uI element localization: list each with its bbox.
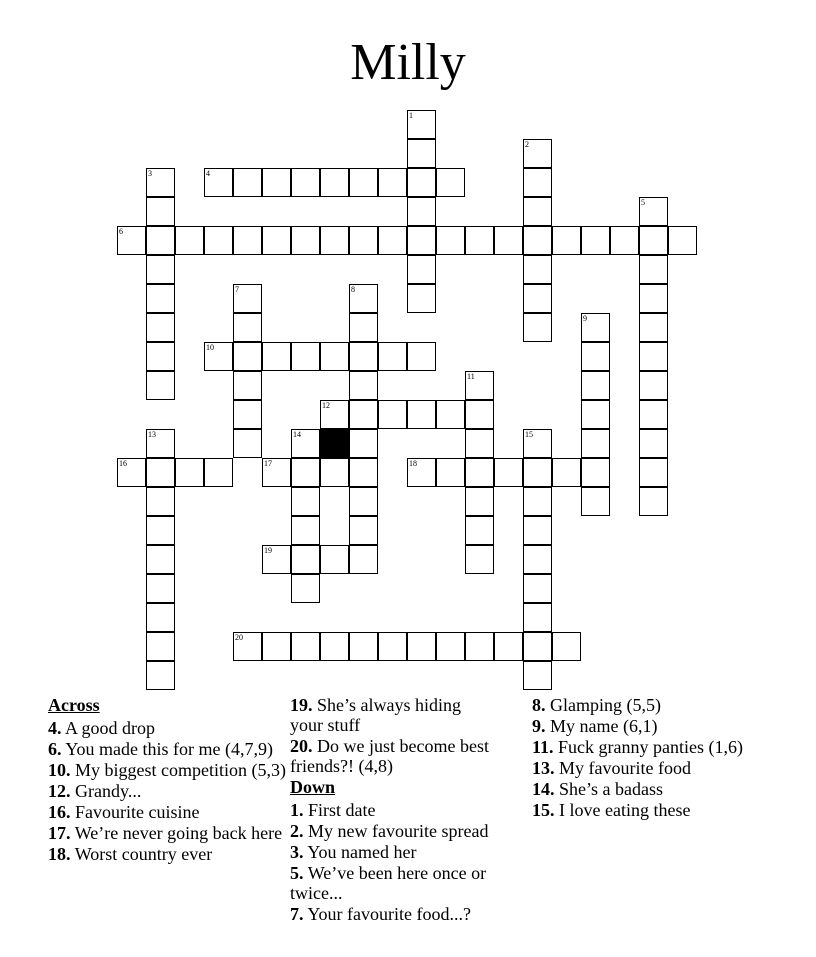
grid-cell[interactable] — [523, 487, 552, 516]
clue-across-4[interactable]: 4. A good drop — [48, 718, 156, 738]
clue-number: 3 — [148, 169, 152, 178]
grid-cell[interactable] — [639, 458, 668, 487]
grid-cell[interactable] — [639, 371, 668, 400]
grid-cell[interactable] — [291, 516, 320, 545]
grid-cell[interactable] — [320, 400, 349, 429]
grid-cell[interactable] — [233, 226, 262, 255]
grid-cell[interactable] — [349, 487, 378, 516]
grid-cell[interactable] — [523, 632, 552, 661]
grid-cell[interactable] — [349, 458, 378, 487]
grid-cell[interactable] — [523, 545, 552, 574]
grid-cell[interactable] — [320, 342, 349, 371]
grid-cell[interactable] — [146, 516, 175, 545]
grid-cell[interactable] — [465, 429, 494, 458]
grid-cell[interactable] — [407, 197, 436, 226]
puzzle-title: Milly — [350, 34, 466, 91]
grid-cell[interactable] — [204, 168, 233, 197]
grid-cell[interactable] — [117, 226, 146, 255]
grid-cell[interactable] — [465, 400, 494, 429]
grid-cell[interactable] — [581, 226, 610, 255]
grid-cell[interactable] — [494, 226, 523, 255]
grid-cell[interactable] — [146, 226, 175, 255]
grid-cell[interactable] — [523, 139, 552, 168]
grid-cell[interactable] — [581, 487, 610, 516]
clue-number: 11 — [467, 372, 475, 381]
clue-number: 1 — [409, 111, 413, 120]
grid-cell[interactable] — [146, 342, 175, 371]
clue-number: 10 — [206, 343, 214, 352]
grid-cell[interactable] — [146, 487, 175, 516]
grid-cell[interactable] — [262, 226, 291, 255]
grid-cell[interactable] — [146, 632, 175, 661]
clue-across-12[interactable]: 12. Grandy... — [48, 781, 142, 801]
grid-cell[interactable] — [581, 458, 610, 487]
grid-cell[interactable] — [639, 313, 668, 342]
grid-cell[interactable] — [610, 226, 639, 255]
clue-across-18[interactable]: 18. Worst country ever — [48, 844, 213, 864]
clue-number: 8 — [351, 285, 355, 294]
grid-cell[interactable] — [291, 429, 320, 458]
clue-number: 19 — [264, 546, 272, 555]
grid-cell[interactable] — [465, 632, 494, 661]
grid-cell[interactable] — [117, 458, 146, 487]
grid-cell[interactable] — [465, 516, 494, 545]
grid-cell[interactable] — [146, 371, 175, 400]
clue-number: 13 — [148, 430, 156, 439]
grid-cell[interactable] — [320, 545, 349, 574]
grid-cell[interactable] — [436, 226, 465, 255]
grid-cell[interactable] — [552, 226, 581, 255]
clue-across-16[interactable]: 16. Favourite cuisine — [48, 802, 200, 822]
grid-cell[interactable] — [523, 429, 552, 458]
grid-cell[interactable] — [523, 313, 552, 342]
grid-cell[interactable] — [291, 342, 320, 371]
grid-cell[interactable] — [146, 545, 175, 574]
grid-cell[interactable] — [639, 342, 668, 371]
grid-cell[interactable] — [233, 429, 262, 458]
grid-cell[interactable] — [407, 255, 436, 284]
grid-cell[interactable] — [581, 313, 610, 342]
grid-cell[interactable] — [349, 313, 378, 342]
grid-cell[interactable] — [523, 255, 552, 284]
clue-down-5[interactable]: 5. We’ve been here once or twice... — [290, 863, 487, 903]
grid-cell[interactable] — [291, 168, 320, 197]
grid-cell[interactable] — [146, 284, 175, 313]
grid-cell[interactable] — [407, 226, 436, 255]
grid-cell-blocked — [320, 429, 349, 458]
grid-cell[interactable] — [320, 458, 349, 487]
clue-down-11[interactable]: 11. Fuck granny panties (1,6) — [532, 737, 743, 757]
grid-cell[interactable] — [639, 429, 668, 458]
grid-cell[interactable] — [639, 197, 668, 226]
grid-cell[interactable] — [146, 255, 175, 284]
grid-cell[interactable] — [378, 168, 407, 197]
clues-column-1 — [48, 695, 288, 865]
clue-across-19[interactable]: 19. She’s always hiding your stuff — [290, 695, 461, 735]
grid-cell[interactable] — [349, 342, 378, 371]
grid-cell[interactable] — [668, 226, 697, 255]
grid-cell[interactable] — [291, 226, 320, 255]
clue-number: 20 — [235, 633, 243, 642]
grid-cell[interactable] — [320, 226, 349, 255]
grid-cell[interactable] — [204, 342, 233, 371]
clue-across-20[interactable]: 20. Do we just become best friends?! (4,8) — [290, 736, 489, 776]
grid-cell[interactable] — [436, 168, 465, 197]
down-heading: Down — [290, 777, 336, 797]
clue-across-10[interactable]: 10. My biggest competition (5,3) — [48, 760, 286, 780]
grid-cell[interactable] — [523, 574, 552, 603]
grid-cell[interactable] — [581, 371, 610, 400]
grid-cell[interactable] — [204, 226, 233, 255]
clue-down-2[interactable]: 2. My new favourite spread — [290, 821, 489, 841]
clue-number: 17 — [264, 459, 272, 468]
grid-cell[interactable] — [523, 197, 552, 226]
grid-cell[interactable] — [523, 226, 552, 255]
grid-cell[interactable] — [291, 574, 320, 603]
grid-cell[interactable] — [407, 632, 436, 661]
grid-cell[interactable] — [378, 342, 407, 371]
grid-cell[interactable] — [233, 342, 262, 371]
grid-cell[interactable] — [407, 110, 436, 139]
grid-cell[interactable] — [465, 458, 494, 487]
clue-down-9[interactable]: 9. My name (6,1) — [532, 716, 658, 736]
grid-cell[interactable] — [291, 487, 320, 516]
grid-cell[interactable] — [146, 458, 175, 487]
grid-cell[interactable] — [320, 168, 349, 197]
grid-cell[interactable] — [378, 632, 407, 661]
clue-number: 14 — [293, 430, 301, 439]
grid-cell[interactable] — [523, 458, 552, 487]
clue-number: 16 — [119, 459, 127, 468]
grid-cell[interactable] — [233, 371, 262, 400]
across-heading: Across — [48, 695, 100, 715]
clue-down-7[interactable]: 7. Your favourite food...? — [290, 904, 471, 924]
clue-down-13[interactable]: 13. My favourite food — [532, 758, 691, 778]
clue-down-8[interactable]: 8. Glamping (5,5) — [532, 695, 661, 715]
grid-cell[interactable] — [349, 545, 378, 574]
grid-cell[interactable] — [494, 458, 523, 487]
grid-cell[interactable] — [262, 632, 291, 661]
grid-cell[interactable] — [349, 284, 378, 313]
grid-cell[interactable] — [320, 632, 349, 661]
grid-cell[interactable] — [639, 226, 668, 255]
grid-cell[interactable] — [378, 400, 407, 429]
grid-cell[interactable] — [262, 545, 291, 574]
grid-cell[interactable] — [407, 139, 436, 168]
grid-cell[interactable] — [581, 342, 610, 371]
grid-cell[interactable] — [523, 284, 552, 313]
grid-cell[interactable] — [262, 168, 291, 197]
grid-cell[interactable] — [465, 487, 494, 516]
grid-cell[interactable] — [407, 342, 436, 371]
grid-cell[interactable] — [552, 458, 581, 487]
grid-cell[interactable] — [175, 458, 204, 487]
grid-cell[interactable] — [233, 284, 262, 313]
grid-cell[interactable] — [291, 545, 320, 574]
grid-cell[interactable] — [639, 400, 668, 429]
grid-cell[interactable] — [349, 400, 378, 429]
clues-column-3 — [532, 695, 752, 821]
grid-cell[interactable] — [436, 632, 465, 661]
grid-cell[interactable] — [407, 284, 436, 313]
grid-cell[interactable] — [146, 429, 175, 458]
grid-cell[interactable] — [349, 371, 378, 400]
grid-cell[interactable] — [233, 168, 262, 197]
clue-number: 5 — [641, 198, 645, 207]
grid-cell[interactable] — [349, 168, 378, 197]
grid-cell[interactable] — [494, 632, 523, 661]
grid-cell[interactable] — [407, 168, 436, 197]
grid-cell[interactable] — [639, 284, 668, 313]
grid-cell[interactable] — [465, 226, 494, 255]
grid-cell[interactable] — [407, 400, 436, 429]
grid-cell[interactable] — [465, 371, 494, 400]
grid-cell[interactable] — [407, 458, 436, 487]
grid-cell[interactable] — [523, 603, 552, 632]
grid-cell[interactable] — [233, 313, 262, 342]
clue-number: 18 — [409, 459, 417, 468]
grid-cell[interactable] — [523, 661, 552, 690]
grid-cell[interactable] — [291, 632, 320, 661]
grid-cell[interactable] — [523, 168, 552, 197]
clue-down-14[interactable]: 14. She’s a badass — [532, 779, 663, 799]
grid-cell[interactable] — [146, 197, 175, 226]
grid-cell[interactable] — [552, 632, 581, 661]
clue-down-15[interactable]: 15. I love eating these — [532, 800, 691, 820]
clue-across-6[interactable]: 6. You made this for me (4,7,9) — [48, 739, 273, 759]
grid-cell[interactable] — [581, 429, 610, 458]
grid-cell[interactable] — [465, 545, 494, 574]
grid-cell[interactable] — [233, 632, 262, 661]
grid-cell[interactable] — [175, 226, 204, 255]
clue-number: 4 — [206, 169, 210, 178]
clue-number: 12 — [322, 401, 330, 410]
clue-down-1[interactable]: 1. First date — [290, 800, 376, 820]
clue-number: 6 — [119, 227, 123, 236]
grid-cell[interactable] — [262, 342, 291, 371]
grid-cell[interactable] — [146, 313, 175, 342]
grid-cell[interactable] — [204, 458, 233, 487]
clues-column-2 — [290, 695, 495, 925]
clue-number: 9 — [583, 314, 587, 323]
clue-number: 7 — [235, 285, 239, 294]
grid-cell[interactable] — [262, 458, 291, 487]
grid-cell[interactable] — [146, 168, 175, 197]
clue-number: 15 — [525, 430, 533, 439]
grid-cell[interactable] — [146, 574, 175, 603]
grid-cell[interactable] — [291, 458, 320, 487]
grid-cell[interactable] — [581, 400, 610, 429]
clue-number: 2 — [525, 140, 529, 149]
grid-cell[interactable] — [349, 516, 378, 545]
grid-cell[interactable] — [436, 458, 465, 487]
grid-cell[interactable] — [349, 226, 378, 255]
grid-cell[interactable] — [639, 487, 668, 516]
grid-cell[interactable] — [349, 429, 378, 458]
grid-cell[interactable] — [639, 255, 668, 284]
grid-cell[interactable] — [146, 661, 175, 690]
grid-cell[interactable] — [436, 400, 465, 429]
grid-cell[interactable] — [349, 632, 378, 661]
grid-cell[interactable] — [523, 516, 552, 545]
grid-cell[interactable] — [233, 400, 262, 429]
grid-cell[interactable] — [146, 603, 175, 632]
clue-down-3[interactable]: 3. You named her — [290, 842, 417, 862]
clue-across-17[interactable]: 17. We’re never going back here — [48, 823, 283, 843]
grid-cell[interactable] — [378, 226, 407, 255]
